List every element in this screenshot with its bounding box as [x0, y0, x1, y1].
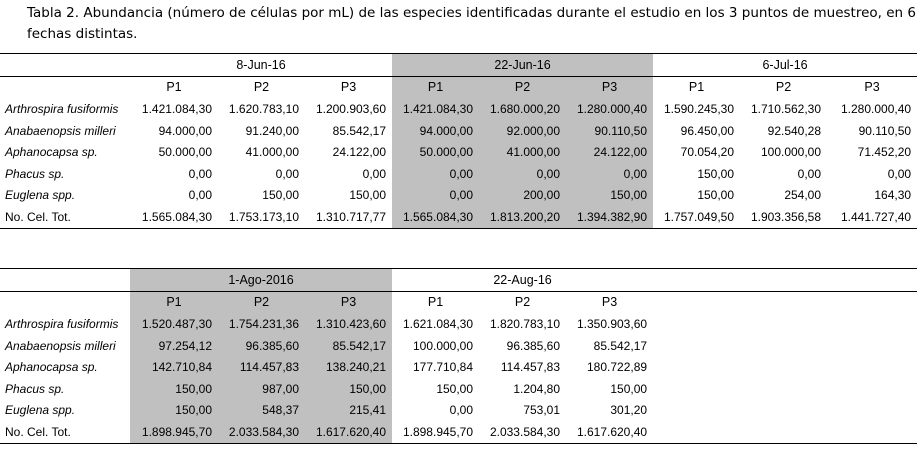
value-cell: 150,00 — [436, 381, 474, 396]
point-header-row — [0, 291, 917, 313]
value-cell: 1.898.945,70 — [392, 421, 479, 443]
row-label: Anabaenopsis milleri — [5, 338, 116, 353]
row-label: No. Cel. Tot. — [0, 421, 130, 443]
value-cell: 177.710,84 — [412, 360, 474, 375]
header-blank-cell — [0, 291, 130, 313]
point-header: P2 — [479, 76, 566, 98]
value-cell: 0,00 — [392, 163, 479, 185]
table-row — [0, 185, 917, 207]
value-cell: 1.903.356,58 — [740, 206, 827, 228]
value-cell: 90.110,50 — [858, 123, 912, 138]
header-blank-cell — [0, 76, 130, 98]
row-label: Aphanocapsa sp. — [5, 145, 98, 160]
value-cell: 1.280.000,40 — [840, 101, 912, 116]
table-row — [0, 356, 917, 378]
value-cell: 91.240,00 — [245, 123, 299, 138]
value-cell: 1.898.945,70 — [130, 421, 218, 443]
value-cell: 41.000,00 — [479, 141, 566, 163]
value-cell: 1.710.562,30 — [750, 101, 822, 116]
value-cell: 0,00 — [797, 166, 822, 181]
value-cell: 987,00 — [218, 378, 305, 400]
point-header: P3 — [601, 295, 618, 310]
table-row — [0, 141, 917, 163]
table-caption: Tabla 2. Abundancia (número de células por mL) de las especies identificadas durante el estudio en los 3 puntos de muestreo, en 6 fechas distintas. — [27, 5, 916, 42]
empty-cell — [653, 378, 917, 400]
value-cell: 164,30 — [874, 188, 912, 203]
row-label: Aphanocapsa sp. — [5, 360, 98, 375]
value-cell: 301,20 — [610, 403, 648, 418]
value-cell: 70.054,20 — [680, 145, 735, 160]
header-corner-cell — [0, 269, 130, 292]
value-cell: 92.540,28 — [767, 123, 822, 138]
value-cell: 90.110,50 — [566, 120, 653, 142]
empty-cell — [653, 400, 917, 422]
value-cell: 150,00 — [697, 188, 735, 203]
value-cell: 0,00 — [887, 166, 912, 181]
value-cell: 114.457,83 — [218, 356, 305, 378]
empty-cell — [653, 356, 917, 378]
value-cell: 1.617.620,40 — [305, 421, 392, 443]
value-cell: 1.394.382,90 — [566, 206, 653, 228]
table-row — [0, 206, 917, 228]
table-row — [0, 378, 917, 400]
value-cell: 71.452,20 — [857, 145, 912, 160]
date-header: 22-Jun-16 — [392, 54, 653, 77]
empty-header-cell — [653, 269, 917, 292]
value-cell: 96.385,60 — [506, 338, 561, 353]
value-cell: 200,00 — [479, 185, 566, 207]
value-cell: 96.450,00 — [680, 123, 735, 138]
value-cell: 180.722,89 — [586, 360, 648, 375]
value-cell: 150,00 — [697, 166, 735, 181]
point-header: P1 — [166, 80, 182, 95]
abundance-table-2 — [0, 268, 917, 444]
table-row — [0, 120, 917, 142]
value-cell: 0,00 — [479, 163, 566, 185]
empty-cell — [653, 313, 917, 335]
point-header: P1 — [392, 76, 479, 98]
value-cell: 114.457,83 — [500, 360, 561, 375]
value-cell: 1.421.084,30 — [141, 101, 212, 116]
value-cell: 138.240,21 — [305, 356, 392, 378]
row-label: Euglena spp. — [5, 403, 76, 418]
value-cell: 150,00 — [566, 185, 653, 207]
value-cell: 41.000,00 — [245, 145, 299, 160]
value-cell: 0,00 — [188, 188, 212, 203]
value-cell: 150,00 — [130, 378, 218, 400]
point-header: P2 — [514, 295, 531, 310]
value-cell: 150,00 — [610, 381, 648, 396]
value-cell: 0,00 — [566, 163, 653, 185]
value-cell: 92.000,00 — [479, 120, 566, 142]
date-header: 6-Jul-16 — [653, 54, 917, 77]
value-cell: 1.620.783,10 — [228, 101, 299, 116]
value-cell: 85.542,17 — [305, 335, 392, 357]
value-cell: 1.310.423,60 — [305, 313, 392, 335]
value-cell: 215,41 — [305, 400, 392, 422]
value-cell: 0,00 — [188, 166, 212, 181]
value-cell: 1.200.903,60 — [315, 101, 387, 116]
value-cell: 24.122,00 — [566, 141, 653, 163]
value-cell: 100.000,00 — [412, 338, 474, 353]
value-cell: 1.753.173,10 — [218, 206, 305, 228]
point-header: P1 — [427, 295, 444, 310]
point-header: P2 — [775, 80, 792, 95]
value-cell: 548,37 — [218, 400, 305, 422]
date-header: 8-Jun-16 — [130, 54, 392, 77]
date-header-row — [0, 54, 917, 77]
value-cell: 1.757.049,50 — [653, 206, 740, 228]
value-cell: 97.254,12 — [130, 335, 218, 357]
value-cell: 150,00 — [349, 188, 387, 203]
value-cell: 0,00 — [392, 185, 479, 207]
value-cell: 1.565.084,30 — [130, 206, 218, 228]
value-cell: 1.813.200,20 — [479, 206, 566, 228]
value-cell: 96.385,60 — [218, 335, 305, 357]
row-label: Phacus sp. — [5, 381, 65, 396]
value-cell: 24.122,00 — [332, 145, 387, 160]
point-header: P2 — [253, 80, 270, 95]
value-cell: 150,00 — [130, 400, 218, 422]
value-cell: 753,01 — [523, 403, 561, 418]
row-label: Phacus sp. — [5, 166, 65, 181]
point-header: P3 — [340, 80, 357, 95]
value-cell: 1.590.245,30 — [663, 101, 735, 116]
value-cell: 1.565.084,30 — [392, 206, 479, 228]
value-cell: 94.000,00 — [392, 120, 479, 142]
value-cell: 0,00 — [362, 166, 387, 181]
value-cell: 1.441.727,40 — [827, 206, 917, 228]
value-cell: 100.000,00 — [760, 145, 822, 160]
value-cell: 50.000,00 — [158, 145, 212, 160]
point-header: P3 — [566, 76, 653, 98]
row-label: Arthrospira fusiformis — [5, 316, 119, 331]
value-cell: 1.421.084,30 — [392, 98, 479, 120]
row-label: Anabaenopsis milleri — [5, 123, 116, 138]
table-row — [0, 400, 917, 422]
date-header: 22-Aug-16 — [392, 269, 653, 292]
value-cell: 1.204,80 — [513, 381, 561, 396]
row-label: No. Cel. Tot. — [0, 206, 130, 228]
point-header: P1 — [130, 291, 218, 313]
value-cell: 0,00 — [449, 403, 474, 418]
value-cell: 85.542,17 — [593, 338, 648, 353]
value-cell: 1.280.000,40 — [566, 98, 653, 120]
value-cell: 1.621.084,30 — [402, 316, 474, 331]
value-cell: 1.820.783,10 — [489, 316, 561, 331]
table-row — [0, 98, 917, 120]
date-header-row — [0, 269, 917, 292]
empty-cell — [653, 335, 917, 357]
table-row — [0, 313, 917, 335]
header-corner-cell — [0, 54, 130, 77]
value-cell: 142.710,84 — [130, 356, 218, 378]
point-header: P3 — [864, 80, 880, 95]
table-row — [0, 421, 917, 443]
table-row — [0, 335, 917, 357]
value-cell: 150,00 — [262, 188, 299, 203]
value-cell: 1.754.231,36 — [218, 313, 305, 335]
empty-cell — [653, 291, 917, 313]
row-label: Arthrospira fusiformis — [5, 101, 119, 116]
point-header: P1 — [688, 80, 705, 95]
date-header: 1-Ago-2016 — [130, 269, 392, 292]
point-header-row — [0, 76, 917, 98]
abundance-table-1 — [0, 53, 917, 229]
value-cell: 0,00 — [275, 166, 299, 181]
value-cell: 1.310.717,77 — [305, 206, 392, 228]
value-cell: 254,00 — [784, 188, 822, 203]
value-cell: 150,00 — [305, 378, 392, 400]
value-cell: 1.680.000,20 — [479, 98, 566, 120]
value-cell: 1.617.620,40 — [566, 421, 653, 443]
value-cell: 94.000,00 — [158, 123, 212, 138]
value-cell: 2.033.584,30 — [218, 421, 305, 443]
value-cell: 2.033.584,30 — [479, 421, 566, 443]
value-cell: 50.000,00 — [392, 141, 479, 163]
empty-cell — [653, 421, 917, 443]
point-header: P3 — [305, 291, 392, 313]
table-row — [0, 163, 917, 185]
value-cell: 1.520.487,30 — [130, 313, 218, 335]
value-cell: 85.542,17 — [332, 123, 387, 138]
row-label: Euglena spp. — [5, 188, 76, 203]
point-header: P2 — [218, 291, 305, 313]
value-cell: 1.350.903,60 — [576, 316, 648, 331]
